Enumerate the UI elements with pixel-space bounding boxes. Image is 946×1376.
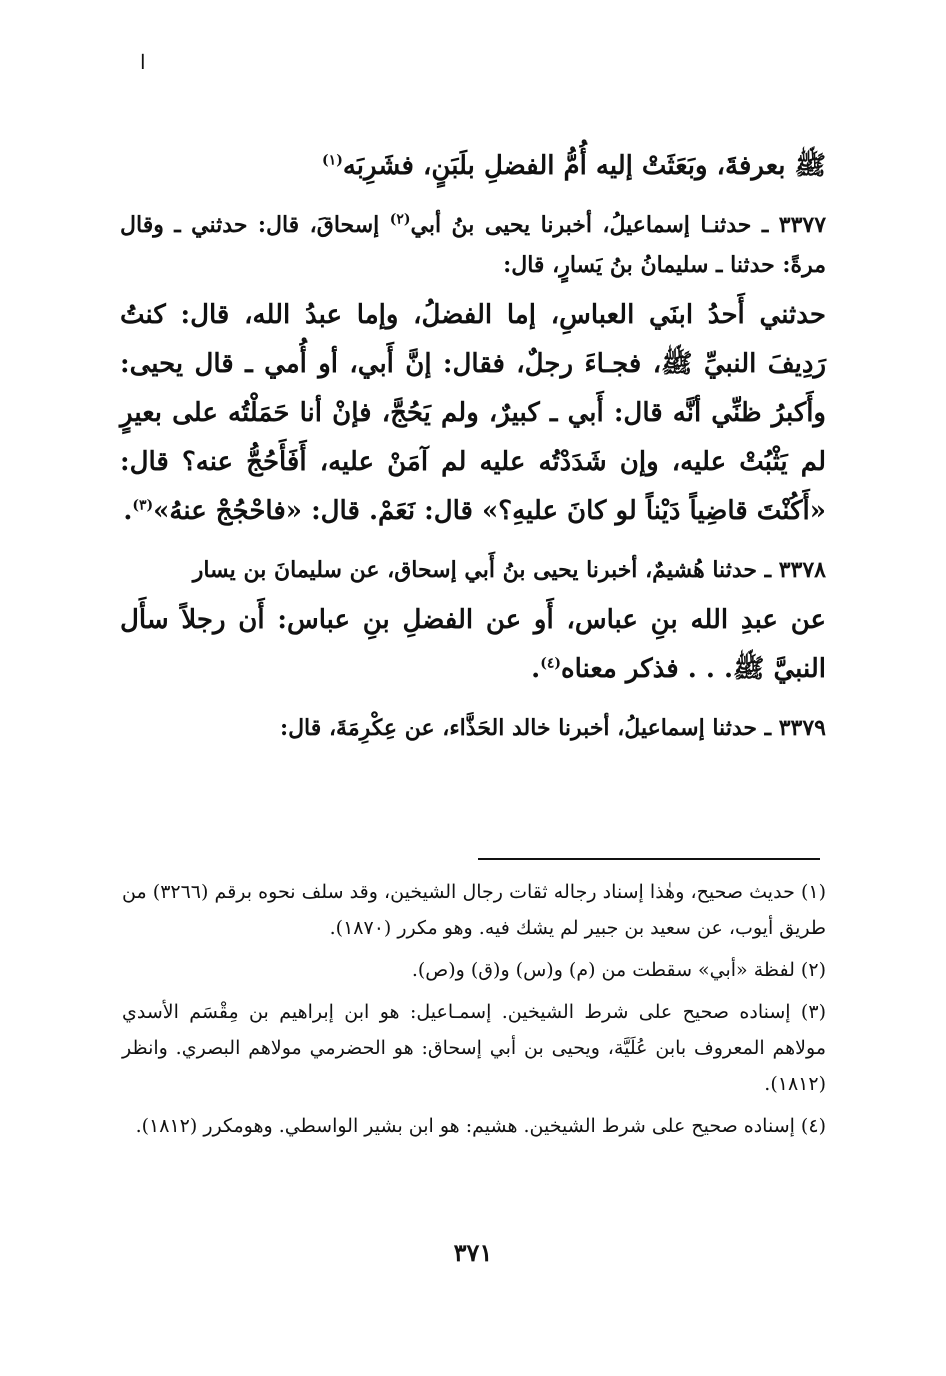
matn-end: . <box>123 496 133 526</box>
isnad-text: ـ حدثنا هُشيمٌ، أخبرنا يحيى بنُ أَبي إسحاق، عن سليمانَ بن يسار <box>192 557 779 583</box>
opening-paragraph <box>120 142 826 191</box>
isnad-text-continued: إسحاقَ، قال: حدثني ـ وقال مرةً: حدثنا ـ سليمانُ بنُ يَسارٍ، قال: <box>120 212 826 278</box>
footnote-2: (٢) لفظة «أبي» سقطت من (م) و(س) و(ق) و(ص). <box>411 959 826 981</box>
hadith-number: ٣٣٧٩ <box>778 715 826 741</box>
footnotes <box>122 874 826 1150</box>
corner-mark: ا <box>140 50 146 74</box>
hadith-3379-isnad <box>120 708 826 748</box>
hadith-3377-isnad <box>120 205 826 285</box>
hadith-3378-isnad <box>120 550 826 590</box>
footnote-4: (٤) إسناده صحيح على شرط الشيخين. هشيم: هو ابن بشير الواسطي. وهومكرر (١٨١٢). <box>135 1115 826 1137</box>
footnote-ref-2: (٢) <box>389 211 411 228</box>
opening-text: ﷺ بعرفةَ، وبَعَثَتْ إليه أُمُّ الفضلِ بلَبَنٍ، فشَرِبَه <box>342 151 826 181</box>
footnote-ref-4: (٤) <box>540 655 561 672</box>
hadith-number: ٣٣٧٨ <box>778 557 826 583</box>
hadith-3377-matn <box>120 291 826 536</box>
hadith-3378-matn <box>120 596 826 694</box>
page-number: ٣٧١ <box>453 1238 493 1267</box>
matn-text: حدثني أَحدُ ابنَي العباسِ، إما الفضلُ، وإما عبدُ الله، قال: كنتُ رَدِيفَ النبيِّ ﷺ، فجـاءَ رجلٌ، فقال: إنَّ أَبي، أو أُمي ـ قال يحيى: وأَكبرُ ظنِّي أنَّه قال: أَبي ـ كبيرٌ، ولم يَحُجَّ، فإنْ أنا حَمَلْتُه على بعيرٍ لم يَثْبُتْ عليه، وإن شَدَدْتُه عليه لم آمَنْ عليه، أَفَأَحُجُّ عنه؟ قال: «أَكُنْتَ قاضِياً دَيْناً لو كانَ عليهِ؟» قال: نَعَمْ. قال: «فاحْجُجْ عنهُ» <box>120 300 826 526</box>
footnote-separator <box>478 858 820 860</box>
matn-text: عن عبدِ الله بنِ عباس، أَو عن الفضلِ بنِ عباس: أَن رجلاً سأَل النبيَّ ﷺ. . . فذكر معناه <box>120 605 826 684</box>
footnote-ref-3: (٣) <box>132 497 154 514</box>
main-text <box>120 142 826 748</box>
footnote-1: (١) حديث صحيح، وهٰذا إسناد رجاله ثقات رجال الشيخين، وقد سلف نحوه برقم (٣٢٦٦) من طريق أيوب، عن سعيد بن جبير لم يشك فيه. وهو مكرر (١٨٧٠). <box>122 881 826 939</box>
isnad-text: ـ حدثنا إسماعيلُ، أخبرنا خالد الحَذَّاء، عن عِكْرِمَةَ، قال: <box>279 715 779 741</box>
footnote-ref-1: (١) <box>322 152 343 169</box>
hadith-number: ٣٣٧٧ <box>778 212 827 238</box>
isnad-text: ـ حدثنـا إسماعيلُ، أخبرنا يحيى بنُ أبي <box>410 212 779 238</box>
matn-end: . <box>531 654 541 684</box>
footnote-3: (٣) إسناده صحيح على شرط الشيخين. إسمـاعيل: هو ابن إبراهيم بن مِقْسَم الأسدي مولاهم المعروف بابن عُلَيَّة، ويحيى بن أبي إسحاق: هو الحضرمي مولاهم البصري. وانظر (١٨١٢). <box>122 1001 826 1095</box>
